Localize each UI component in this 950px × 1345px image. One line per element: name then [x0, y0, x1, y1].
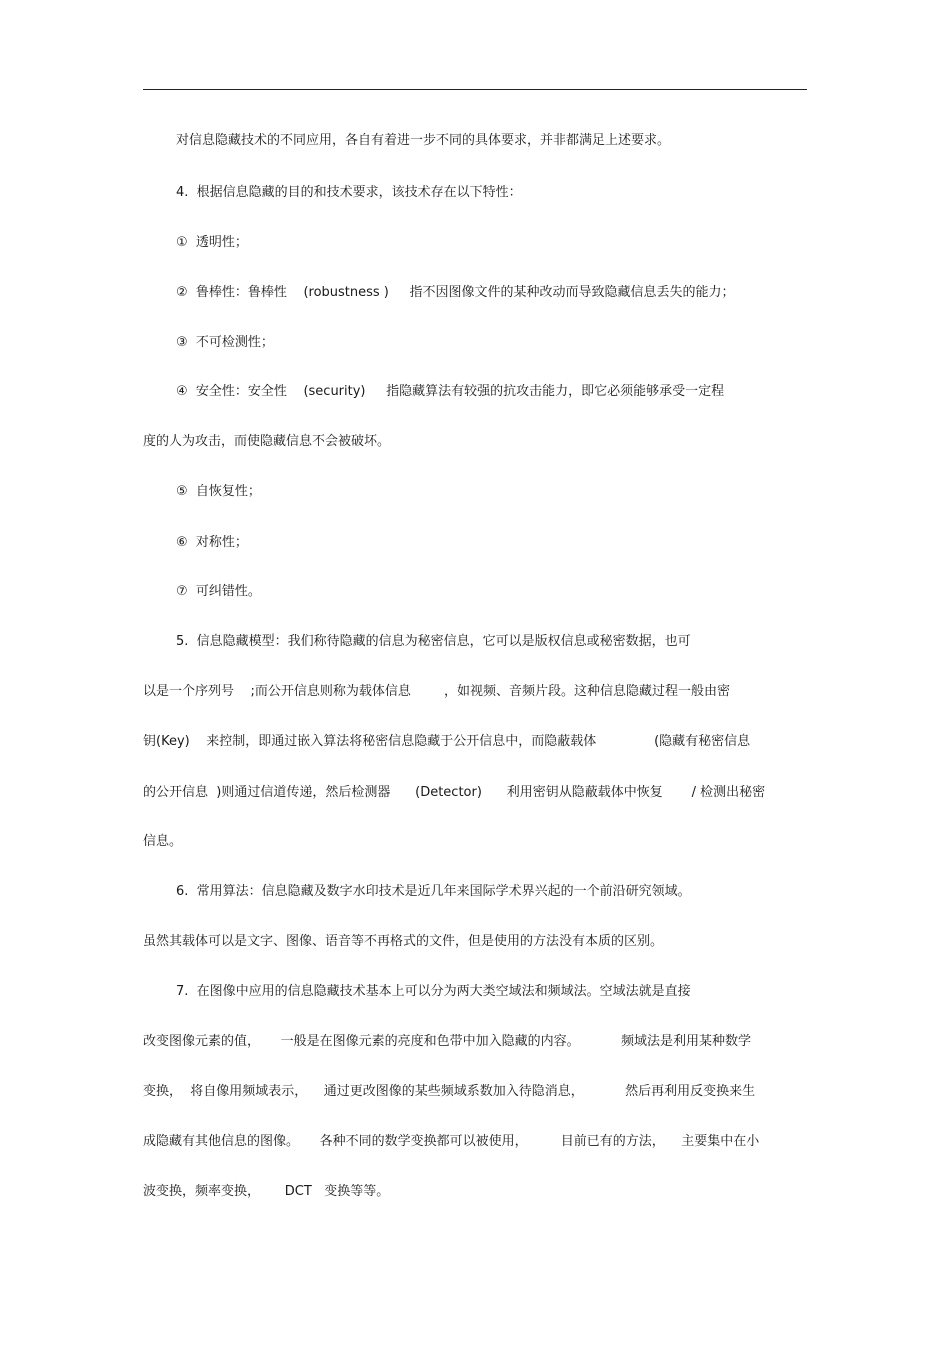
- paragraph-line: 改变图像元素的值， 一般是在图像元素的亮度和色带中加入隐藏的内容。 频域法是利用某种数学: [143, 1034, 751, 1049]
- paragraph-line: 5. 信息隐藏模型：我们称待隐藏的信息为秘密信息，它可以是版权信息或秘密数据，也可: [176, 634, 691, 649]
- list-item: ① 透明性；: [176, 235, 248, 250]
- list-item: ⑥ 对称性；: [176, 535, 248, 550]
- paragraph-line: 7. 在图像中应用的信息隐藏技术基本上可以分为两大类空域法和频域法。空域法就是直接: [176, 984, 691, 999]
- paragraph-line: 以是一个序列号 ;而公开信息则称为载体信息 ，如视频、音频片段。这种信息隐藏过程一般由密: [143, 684, 730, 699]
- list-item: ⑦ 可纠错性。: [176, 584, 261, 599]
- paragraph-line: 信息。: [143, 834, 183, 849]
- list-item: ③ 不可检测性；: [176, 335, 274, 350]
- header-rule: [143, 89, 807, 90]
- paragraph-line: 6. 常用算法：信息隐藏及数字水印技术是近几年来国际学术界兴起的一个前沿研究领域。: [176, 884, 691, 899]
- list-item: ⑤ 自恢复性；: [176, 484, 261, 499]
- paragraph-line: 虽然其载体可以是文字、图像、语音等不再格式的文件，但是使用的方法没有本质的区别。: [143, 934, 664, 949]
- paragraph-line: 度的人为攻击，而使隐藏信息不会被破坏。: [143, 434, 391, 449]
- list-item: ④ 安全性：安全性 (security) 指隐藏算法有较强的抗攻击能力，即它必须能够承受一定程: [176, 384, 725, 399]
- paragraph-line: 4. 根据信息隐藏的目的和技术要求，该技术存在以下特性：: [176, 185, 522, 200]
- list-item: ② 鲁棒性：鲁棒性 (robustness ) 指不因图像文件的某种改动而导致隐藏信息丢失的能力；: [176, 285, 735, 300]
- paragraph-line: 的公开信息 )则通过信道传递，然后检测器 (Detector) 利用密钥从隐蔽载体中恢复 / 检测出秘密: [143, 785, 766, 800]
- paragraph-line: 变换， 将自像用频域表示， 通过更改图像的某些频域系数加入待隐消息， 然后再利用反变换来生: [143, 1084, 756, 1099]
- paragraph-line: 波变换，频率变换， DCT 变换等等。: [143, 1184, 390, 1199]
- paragraph-line: 对信息隐藏技术的不同应用，各自有着进一步不同的具体要求，并非都满足上述要求。: [176, 133, 671, 148]
- paragraph-line: 成隐藏有其他信息的图像。 各种不同的数学变换都可以被使用， 目前已有的方法， 主要集中在小: [143, 1134, 760, 1149]
- paragraph-line: 钥(Key) 来控制，即通过嵌入算法将秘密信息隐藏于公开信息中，而隐蔽载体 (隐藏有秘密信息: [143, 734, 751, 749]
